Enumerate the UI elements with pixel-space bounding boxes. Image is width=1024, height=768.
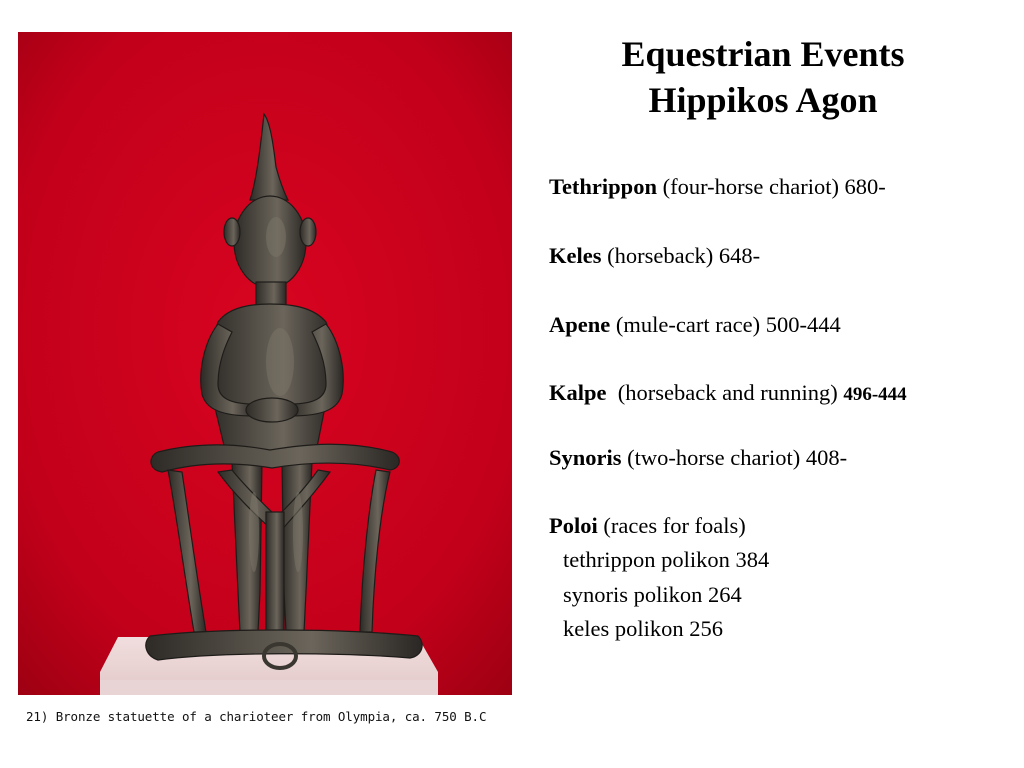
event-description: (races for foals) — [597, 513, 746, 538]
photo-caption: 21) Bronze statuette of a charioteer from Olympia, ca. 750 B.C — [26, 709, 487, 724]
event-description: (horseback and running) — [606, 380, 844, 405]
slide-title — [520, 31, 1006, 123]
poloi-sub-events — [563, 545, 769, 649]
event-description: (four-horse chariot) 680- — [656, 174, 886, 199]
event-name: Synoris — [549, 445, 622, 470]
event-dates: 496-444 — [843, 384, 907, 405]
event-item-tethrippon — [549, 172, 886, 202]
event-item-poloi — [549, 511, 746, 541]
event-item-keles — [549, 241, 760, 271]
title-line-1: Equestrian Events — [621, 34, 905, 74]
event-name: Kalpe — [549, 380, 607, 405]
event-item-apene — [549, 310, 841, 340]
statuette-illustration — [18, 32, 512, 695]
event-name: Tethrippon — [549, 174, 657, 199]
list-item: keles polikon 256 — [563, 616, 723, 641]
event-description: (horseback) 648- — [601, 243, 761, 268]
event-name: Keles — [549, 243, 602, 268]
event-item-kalpe — [549, 378, 907, 410]
event-description: (two-horse chariot) 408- — [621, 445, 848, 470]
event-name: Poloi — [549, 513, 598, 538]
list-item: tethrippon polikon 384 — [563, 547, 770, 572]
event-description: (mule-cart race) 500-444 — [610, 312, 841, 337]
title-line-2: Hippikos Agon — [648, 80, 878, 120]
statuette-photo — [18, 32, 512, 695]
list-item: synoris polikon 264 — [563, 581, 742, 607]
event-name: Apene — [549, 312, 611, 337]
event-item-synoris — [549, 443, 847, 473]
